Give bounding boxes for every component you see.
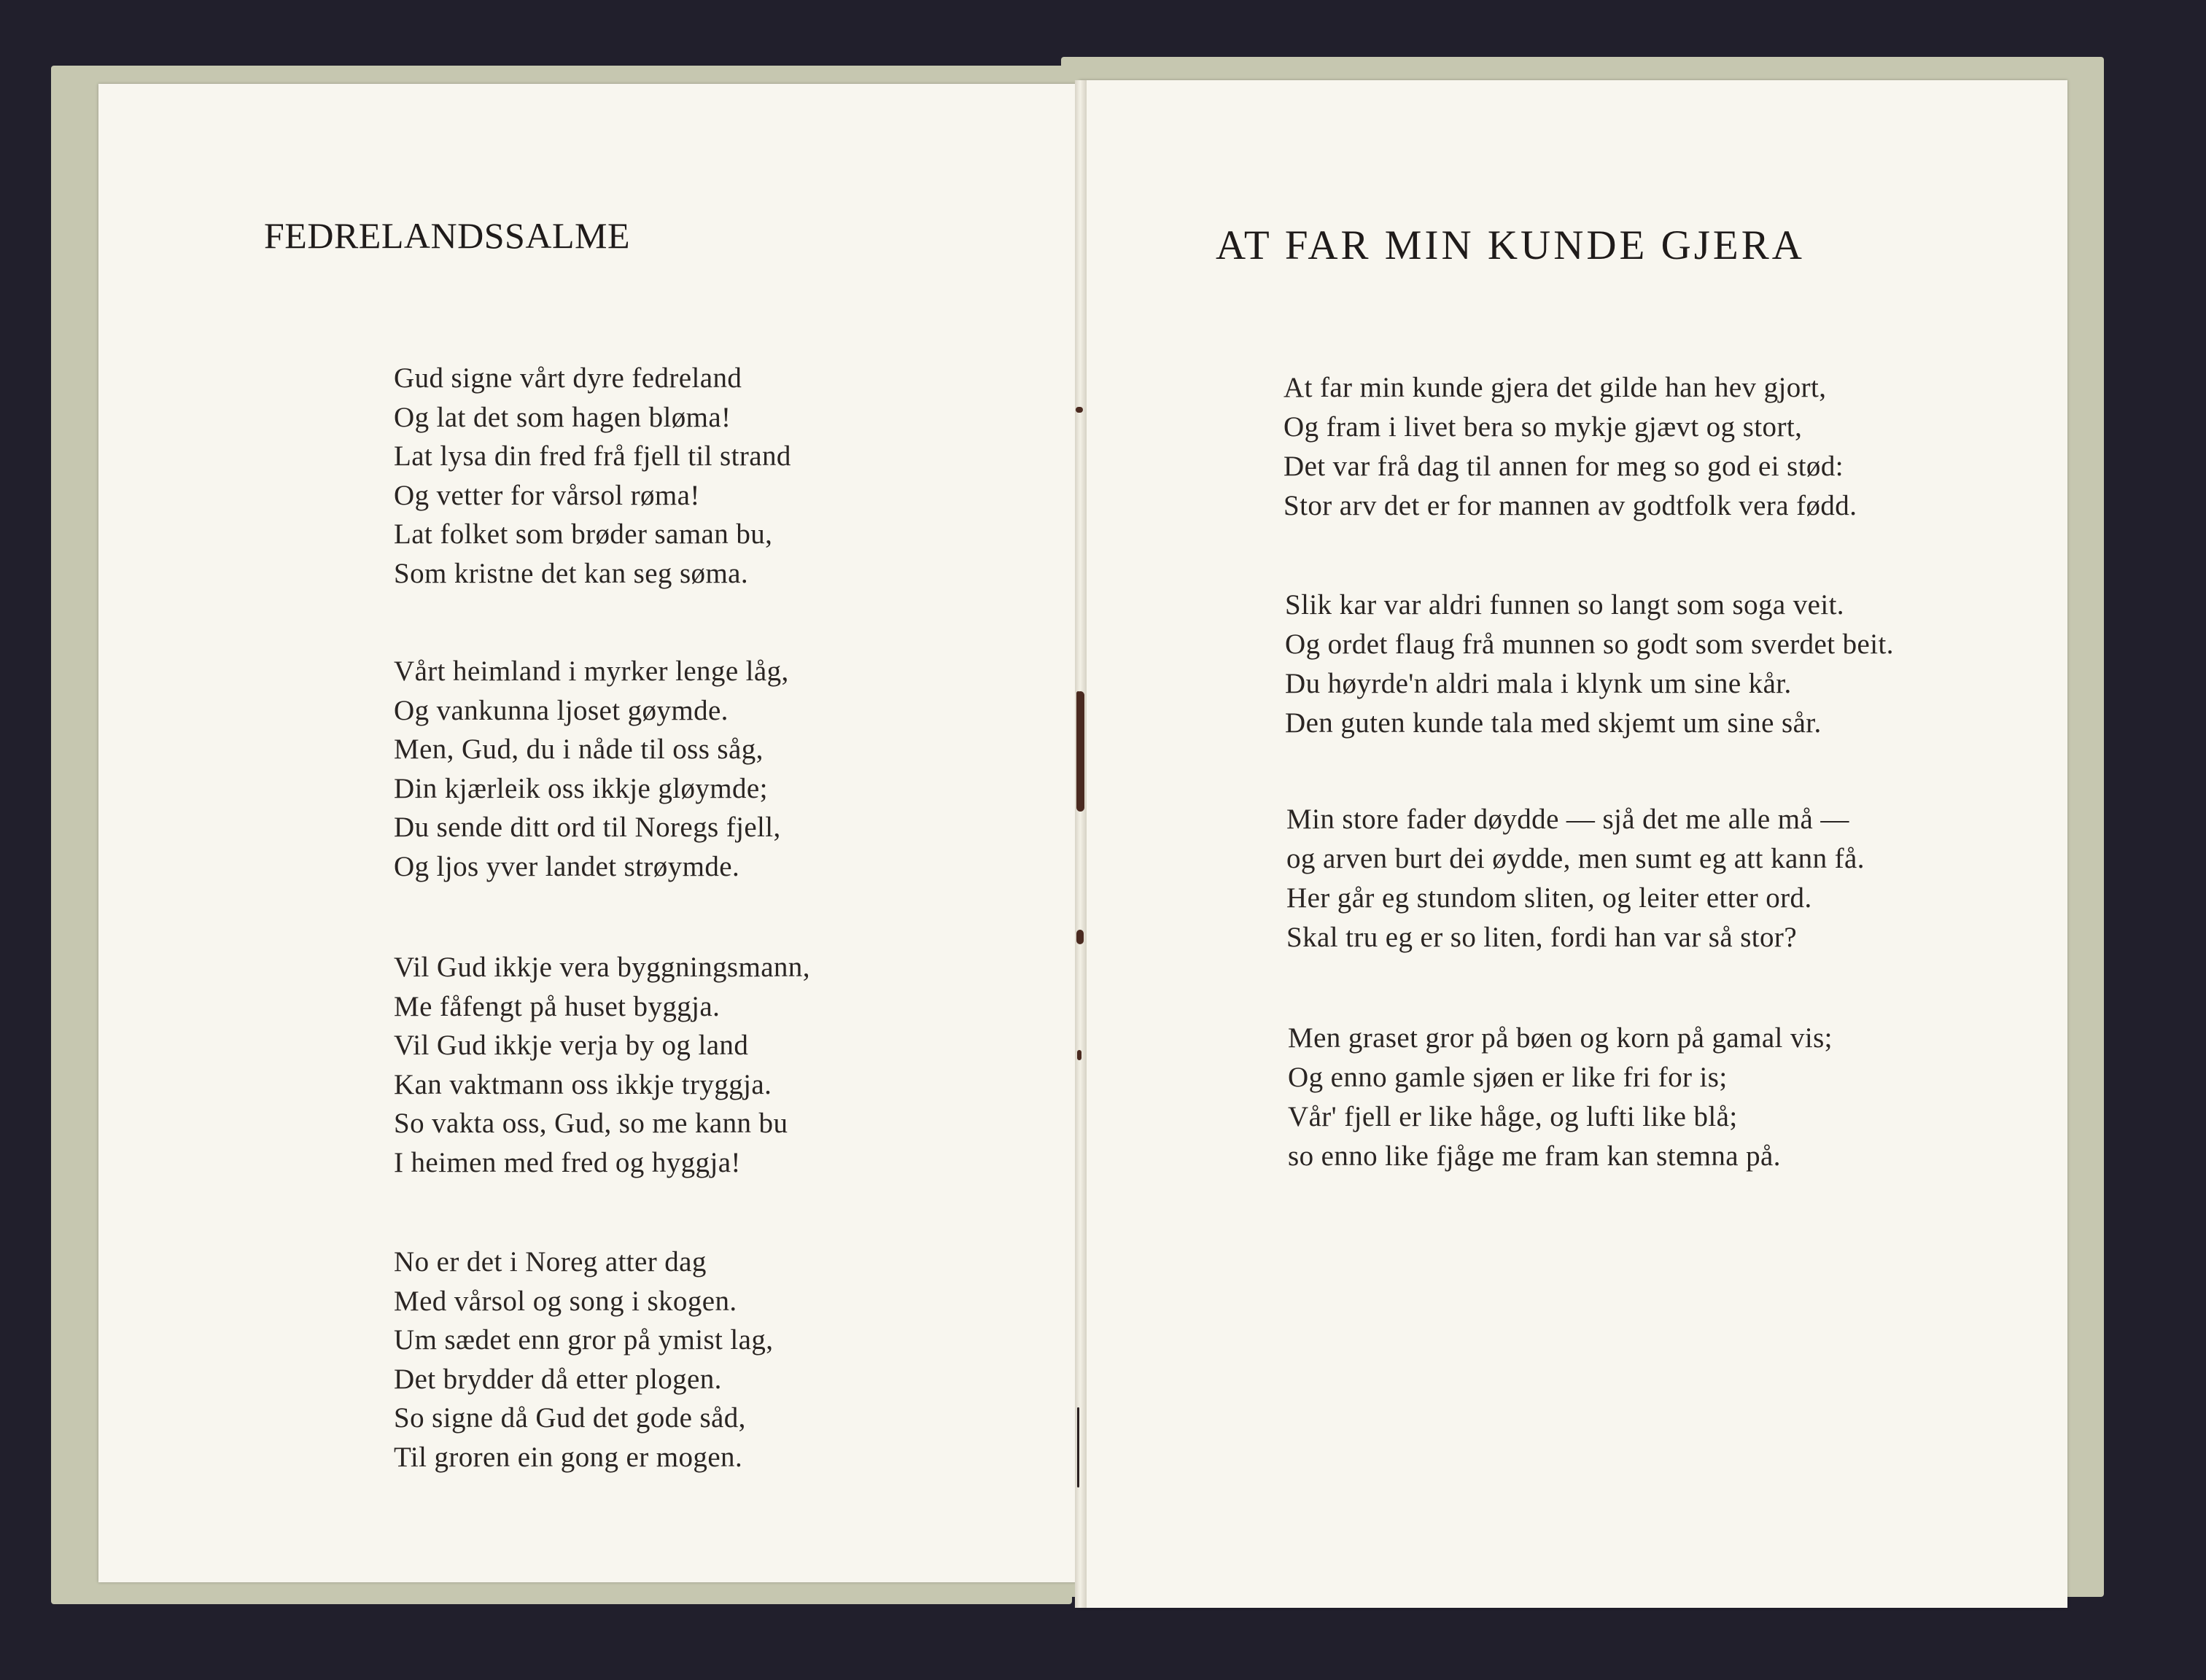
poem-line: Og vetter for vårsol røma! — [394, 479, 700, 511]
poem-line: Til groren ein gong er mogen. — [394, 1441, 743, 1473]
poem-line: Og lat det som hagen bløma! — [394, 401, 731, 433]
poem-line: Vil Gud ikkje vera byggningsmann, — [394, 952, 810, 983]
poem-line: Og enno gamle sjøen er like fri for is; — [1288, 1062, 1728, 1093]
poem-line: Du sende ditt ord til Noregs fjell, — [394, 812, 781, 843]
poem-line: So vakta oss, Gud, so me kann bu — [394, 1108, 788, 1139]
poem-line: Gud signe vårt dyre fedreland — [394, 362, 742, 394]
spine-thread — [1077, 1407, 1079, 1488]
poem-line: Du høyrde'n aldri mala i klynk um sine kår. — [1285, 668, 1792, 699]
poem-line: Det var frå dag til annen for meg so god ei stød: — [1283, 451, 1844, 482]
poem-title-at-far-min-kunde-gjera: AT FAR MIN KUNDE GJERA — [1216, 222, 1805, 268]
poem-line: Og vankunna ljoset gøymde. — [394, 694, 729, 726]
poem-line: Vil Gud ikkje verja by og land — [394, 1030, 749, 1061]
poem-line: Det brydder då etter plogen. — [394, 1363, 722, 1395]
poem-line: Lat lysa din fred frå fjell til strand — [394, 440, 791, 472]
poem-line: og arven burt dei øydde, men sumt eg att kann få. — [1286, 843, 1865, 874]
right-stanza-3 — [1286, 800, 1865, 957]
right-stanza-4 — [1288, 1019, 1833, 1176]
spine-stitch — [1076, 930, 1084, 944]
poem-line: so enno like fjåge me fram kan stemna på. — [1288, 1140, 1781, 1172]
poem-line: So signe då Gud det gode såd, — [394, 1402, 746, 1434]
poem-line: Slik kar var aldri funnen so langt som soga veit. — [1285, 589, 1844, 621]
poem-line: Min store fader døydde — sjå det me alle må — — [1286, 804, 1849, 835]
poem-line: Og ljos yver landet strøymde. — [394, 850, 740, 882]
poem-line: Og ordet flaug frå munnen so godt som sverdet beit. — [1285, 629, 1894, 660]
right-stanza-1 — [1283, 368, 1857, 526]
poem-line: I heimen med fred og hyggja! — [394, 1146, 741, 1178]
poem-line: Men, Gud, du i nåde til oss såg, — [394, 734, 764, 765]
left-stanza-4 — [394, 1242, 773, 1477]
poem-line: Med vårsol og song i skogen. — [394, 1285, 737, 1317]
spine-staple — [1076, 691, 1084, 812]
poem-line: Vårt heimland i myrker lenge låg, — [394, 656, 789, 687]
left-stanza-1 — [394, 359, 791, 593]
spine-stitch — [1077, 1050, 1081, 1060]
poem-line: At far min kunde gjera det gilde han hev gjort, — [1283, 372, 1827, 403]
booklet-spine — [1075, 80, 1087, 1608]
poem-line: No er det i Noreg atter dag — [394, 1246, 707, 1278]
poem-line: Vår' fjell er like håge, og lufti like blå; — [1288, 1101, 1738, 1132]
poem-line: Um sædet enn gror på ymist lag, — [394, 1324, 774, 1356]
poem-title-fedrelandssalme: FEDRELANDSSALME — [264, 215, 630, 256]
poem-line: Men graset gror på bøen og korn på gamal vis; — [1288, 1022, 1833, 1054]
poem-line: Og fram i livet bera so mykje gjævt og stort, — [1283, 411, 1803, 443]
right-stanza-2 — [1285, 586, 1894, 743]
left-stanza-2 — [394, 652, 789, 886]
poem-line: Kan vaktmann oss ikkje tryggja. — [394, 1068, 772, 1100]
poem-line: Her går eg stundom sliten, og leiter etter ord. — [1286, 882, 1812, 914]
left-stanza-3 — [394, 948, 810, 1182]
poem-line: Lat folket som brøder saman bu, — [394, 518, 773, 550]
poem-line: Din kjærleik oss ikkje gløymde; — [394, 772, 768, 804]
poem-line: Me fåfengt på huset byggja. — [394, 990, 721, 1022]
spine-stitch — [1076, 407, 1083, 413]
poem-line: Den guten kunde tala med skjemt um sine sår. — [1285, 707, 1822, 739]
poem-line: Skal tru eg er so liten, fordi han var så stor? — [1286, 922, 1798, 953]
poem-line: Som kristne det kan seg søma. — [394, 557, 749, 589]
poem-line: Stor arv det er for mannen av godtfolk vera fødd. — [1283, 490, 1857, 521]
